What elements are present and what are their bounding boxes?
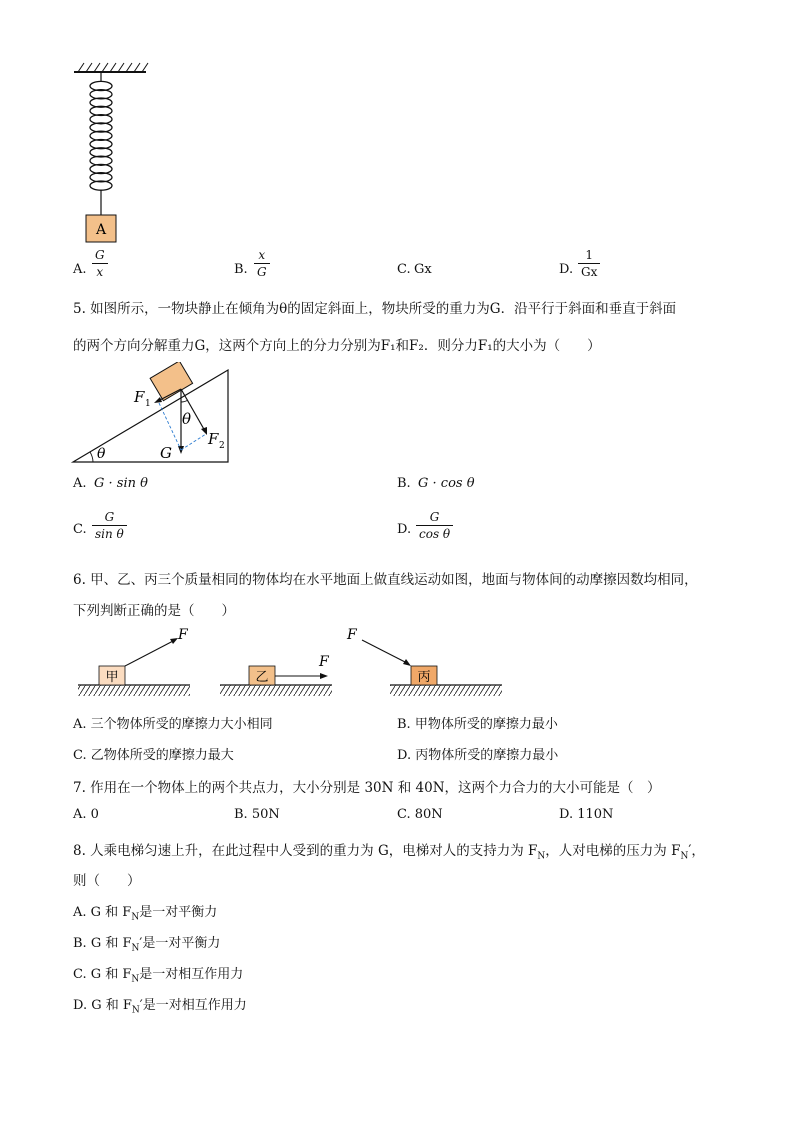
block-yi: 乙: [255, 670, 269, 685]
q4-option-c-label: C.: [397, 262, 411, 277]
q6-stem-line2: 下列判断正确的是（ ）: [73, 603, 235, 619]
q6-option-c: C. 乙物体所受的摩擦力最大: [73, 748, 234, 763]
label-g: G: [160, 444, 172, 462]
q7-option-a: A. 0: [73, 807, 99, 822]
q4-option-c-text: Gx: [414, 262, 432, 277]
q6-stem-line1: 6. 甲、乙、丙三个质量相同的物体均在水平地面上做直线运动如图，地面与物体间的动摩擦因数均相同，: [73, 572, 698, 588]
friction-figure: [70, 622, 510, 704]
q5-option-c-label: C.: [73, 522, 87, 537]
label-f2: F: [208, 430, 219, 448]
label-f1: F: [134, 388, 145, 406]
block-label: A: [95, 222, 107, 238]
label-f2-sub: 2: [219, 441, 225, 451]
q4-option-a-fraction: G x: [92, 248, 108, 279]
q5-option-d-fraction: G cos θ: [416, 510, 453, 541]
q8-option-c: C. G 和 $F_N$是一对相互作用力: [73, 967, 244, 985]
q5-option-b-text: G · cos θ: [418, 476, 475, 491]
q4-option-d-fraction: 1 Gx: [578, 248, 600, 279]
q5-option-d-label: D.: [397, 522, 412, 537]
spring-figure: [68, 60, 158, 250]
force-label-yi: F: [319, 654, 329, 670]
q8-stem-line2: 则（ ）: [73, 873, 141, 889]
q7-option-d: D. 110N: [559, 807, 614, 822]
q7-stem: 7. 作用在一个物体上的两个共点力，大小分别是 30N 和 40N，这两个力合力的大小可能是（ ）: [73, 780, 661, 796]
label-theta-top: θ: [182, 410, 192, 428]
q8-option-a: A. G 和 $F_N$是一对平衡力: [73, 905, 218, 923]
block-jia: 甲: [105, 670, 119, 685]
label-f1-sub: 1: [145, 399, 151, 409]
q6-option-b: B. 甲物体所受的摩擦力最小: [397, 717, 558, 732]
label-theta-bottom: θ: [97, 446, 106, 462]
incline-figure: [68, 362, 238, 467]
q4-option-b-fraction: x G: [254, 248, 270, 279]
q8-option-d: D. G 和 $F_N'$是一对相互作用力: [73, 998, 247, 1016]
q8-option-b: B. G 和 $F_N'$是一对平衡力: [73, 936, 221, 954]
block-bing: 丙: [417, 670, 431, 685]
q5-stem-line1: 5. 如图所示，一物块静止在倾角为θ的固定斜面上，物块所受的重力为G．沿平行于斜面和垂直于斜面: [73, 301, 677, 317]
force-label-bing: F: [347, 627, 357, 643]
q7-option-b: B. 50N: [234, 807, 280, 822]
force-label-jia: F: [178, 627, 188, 643]
q5-option-a-label: A.: [73, 476, 87, 491]
q6-option-a: A. 三个物体所受的摩擦力大小相同: [73, 717, 273, 732]
q8-stem-line1: 8. 人乘电梯匀速上升，在此过程中人受到的重力为 G，电梯对人的支持力为 $F_N$，人对电梯的压力为 $F_N'$，: [73, 843, 705, 862]
q5-option-b-label: B.: [397, 476, 411, 491]
q7-option-c: C. 80N: [397, 807, 443, 822]
q4-option-a-label: A.: [73, 262, 87, 277]
q4-option-d-label: D.: [559, 262, 574, 277]
q4-option-b-label: B.: [234, 262, 248, 277]
q5-stem-line2: 的两个方向分解重力G，这两个方向上的分力分别为F₁和F₂．则分力F₁的大小为（ ）: [73, 338, 601, 354]
q6-option-d: D. 丙物体所受的摩擦力最小: [397, 748, 559, 763]
q5-option-c-fraction: G sin θ: [92, 510, 127, 541]
q5-option-a-text: G · sin θ: [94, 476, 148, 491]
